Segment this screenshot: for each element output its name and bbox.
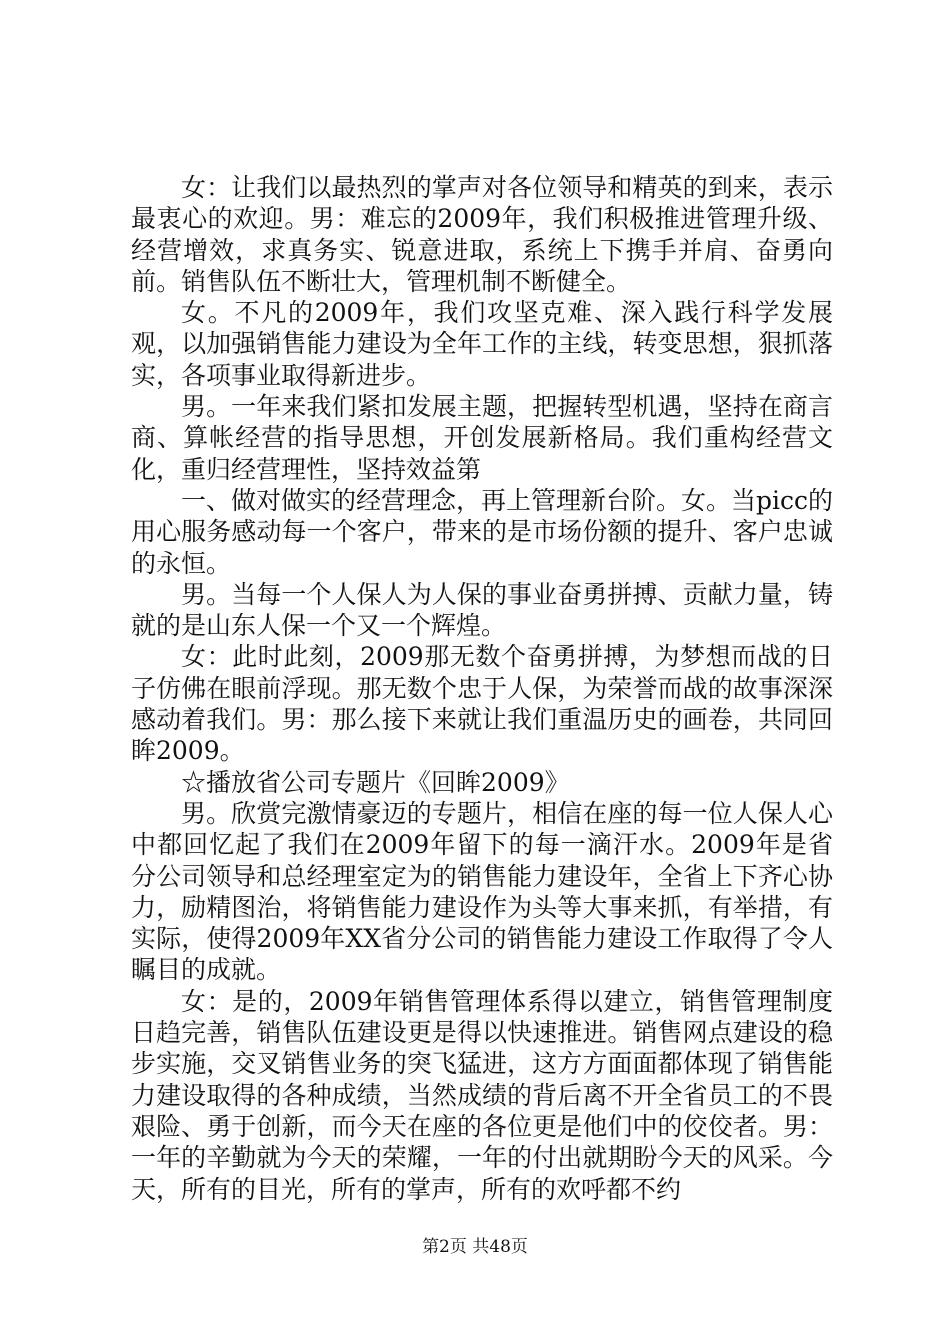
paragraph: ☆播放省公司专题片《回眸2009》 <box>181 767 570 797</box>
paragraph: 女。不凡的2009年，我们攻坚克难、深入践行科学发展观，以加强销售能力建设为全年工作的主线，转变思想，狠抓落实，各项事业取得新进步。 <box>131 298 833 390</box>
paragraph: 女：让我们以最热烈的掌声对各位领导和精英的到来，表示最衷心的欢迎。男：难忘的2009年，我们积极推进管理升级、经营增效，求真务实、锐意进取，系统上下携手并肩、奋勇向前。销售队伍不断壮大，管理机制不断健全。 <box>131 173 833 296</box>
paragraph: 男。一年来我们紧扣发展主题，把握转型机遇，坚持在商言商、算帐经营的指导思想，开创发展新格局。我们重构经营文化，重归经营理性，坚持效益第 <box>131 392 833 484</box>
paragraph: 男。当每一个人保人为人保的事业奋勇拼搏、贡献力量，铸就的是山东人保一个又一个辉煌。 <box>131 579 833 641</box>
paragraph: 女：是的，2009年销售管理体系得以建立，销售管理制度日趋完善，销售队伍建设更是得以快速推进。销售网点建设的稳步实施，交叉销售业务的突飞猛进，这方方面面都体现了销售能力建设取得的各种成绩，当然成绩的背后离不开全省员工的不畏艰险、勇于创新，而今天在座的各位更是他们中的佼佼者。男：一年的辛勤就为今天的荣耀，一年的付出就期盼今天的风采。今天，所有的目光，所有的掌声，所有的欢呼都不约 <box>131 986 833 1204</box>
paragraph: 女：此时此刻，2009那无数个奋勇拼搏，为梦想而战的日子仿佛在眼前浮现。那无数个忠于人保，为荣誉而战的故事深深感动着我们。男：那么接下来就让我们重温历史的画卷，共同回眸2009。 <box>131 642 833 766</box>
document-body <box>131 172 833 1205</box>
page-number-footer: 第2页 共48页 <box>422 1237 528 1257</box>
paragraph: 一、做对做实的经营理念，再上管理新台阶。女。当picc的用心服务感动每一个客户，带来的是市场份额的提升、客户忠诚的永恒。 <box>131 485 834 578</box>
paragraph: 男。欣赏完激情豪迈的专题片，相信在座的每一位人保人心中都回忆起了我们在2009年留下的每一滴汗水。2009年是省分公司领导和总经理室定为的销售能力建设年，全省上下齐心协力，励精图治，将销售能力建设作为头等大事来抓，有举措，有实际，使得2009年XX省分公司的销售能力建设工作取得了令人瞩目的成就。 <box>131 798 833 985</box>
